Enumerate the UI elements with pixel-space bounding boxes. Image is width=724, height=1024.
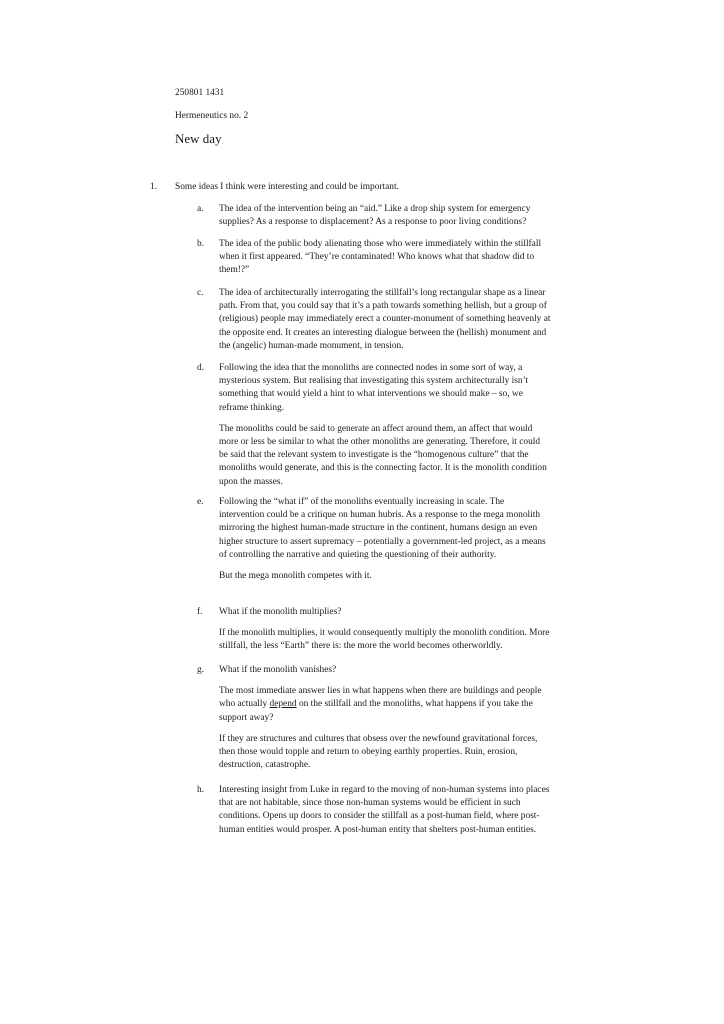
underlined-word: depend	[269, 699, 297, 710]
item-letter: d.	[197, 363, 205, 373]
date-code: 250801 1431	[175, 88, 225, 98]
item-paragraph: If the monolith multiplies, it would consequently multiply the monolith condition. More stillfall, the less “Earth” there is: the more the world becomes otherworldly.	[219, 628, 550, 652]
list-heading: Some ideas I think were interesting and could be important.	[175, 182, 399, 192]
page-title: New day	[175, 131, 222, 146]
item-body	[219, 606, 551, 654]
item-paragraph: The idea of the intervention being an “aid.” Like a drop ship system for emergency supplies? As a response to displacement? As a response to poor living conditions?	[219, 204, 531, 228]
item-paragraph: Interesting insight from Luke in regard to the moving of non-human systems into places that are not habitable, since those non-human systems would be efficient in such conditions. Opens up doors to consider the stillfall as a post-human field, where post-human entities would prosper. A post-human entity that shelters post-human entities.	[219, 785, 550, 835]
item-body	[219, 203, 551, 229]
item-paragraph: If they are structures and cultures that obsess over the newfound gravitational forces, then those would topple and return to obeying earthly properties. Ruin, erosion, destruction, catastrophe.	[219, 733, 538, 771]
paragraph-text-after: on the stillfall and the monoliths, what happens if you take the support away?	[219, 699, 533, 723]
item-paragraph: What if the monolith multiplies?	[219, 607, 342, 617]
item-body	[219, 784, 551, 837]
item-paragraph: Following the “what if” of the monoliths eventually increasing in scale. The intervention could be a critique on human hubris. As a response to the mega monolith mirroring the highest human-made structure in the continent, humans design an even higher structure to assert supremacy – potentially a government-led project, as a means of controlling the narrative and quieting the questioning of their authority.	[219, 497, 546, 560]
item-body	[219, 238, 551, 278]
list-number: 1.	[150, 182, 158, 192]
item-paragraph: The monoliths could be said to generate an affect around them, an affect that would more or less be similar to what the other monoliths are generating. Therefore, it could be said that the relevant system to investigate is the “homogenous culture” that the monoliths would generate, and this is the connecting factor. It is the monolith condition upon the masses.	[219, 423, 547, 487]
series-label: Hermeneutics no. 2	[175, 111, 249, 121]
item-paragraph: Following the idea that the monoliths are connected nodes in some sort of way, a mysterious system. But realising that investigating this system architecturally isn’t something that would yield a hint to what interventions we should make – so, we reframe thinking.	[219, 363, 529, 413]
paragraph-text-before: The most immediate answer lies in what happens when there are buildings and people who actually	[219, 686, 542, 710]
item-letter: c.	[197, 288, 204, 298]
item-body	[219, 287, 551, 353]
item-letter: e.	[197, 497, 204, 507]
item-paragraph: What if the monolith vanishes?	[219, 665, 337, 675]
item-letter: f.	[197, 607, 203, 617]
item-paragraph: The idea of architecturally interrogating the stillfall’s long rectangular shape as a linear path. From that, you could say that it’s a path towards something hellish, but a group of (religious) people may immediately erect a counter-monument of something heavenly at the opposite end. It creates an interesting dialogue between the (hellish) monument and the (angelic) human-made monument, in tension.	[219, 288, 551, 351]
item-body	[219, 362, 551, 489]
item-letter: h.	[197, 785, 205, 795]
item-letter: g.	[197, 665, 205, 675]
item-paragraph: But the mega monolith competes with it.	[219, 571, 372, 582]
item-letter: a.	[197, 204, 204, 214]
item-paragraph: The idea of the public body alienating those who were immediately within the stillfall when it first appeared. “They’re contaminated! Who knows what that shadow did to them!?”	[219, 239, 542, 276]
item-letter: b.	[197, 239, 205, 249]
item-paragraph	[219, 685, 551, 725]
item-body	[219, 496, 551, 583]
item-body	[219, 664, 551, 772]
